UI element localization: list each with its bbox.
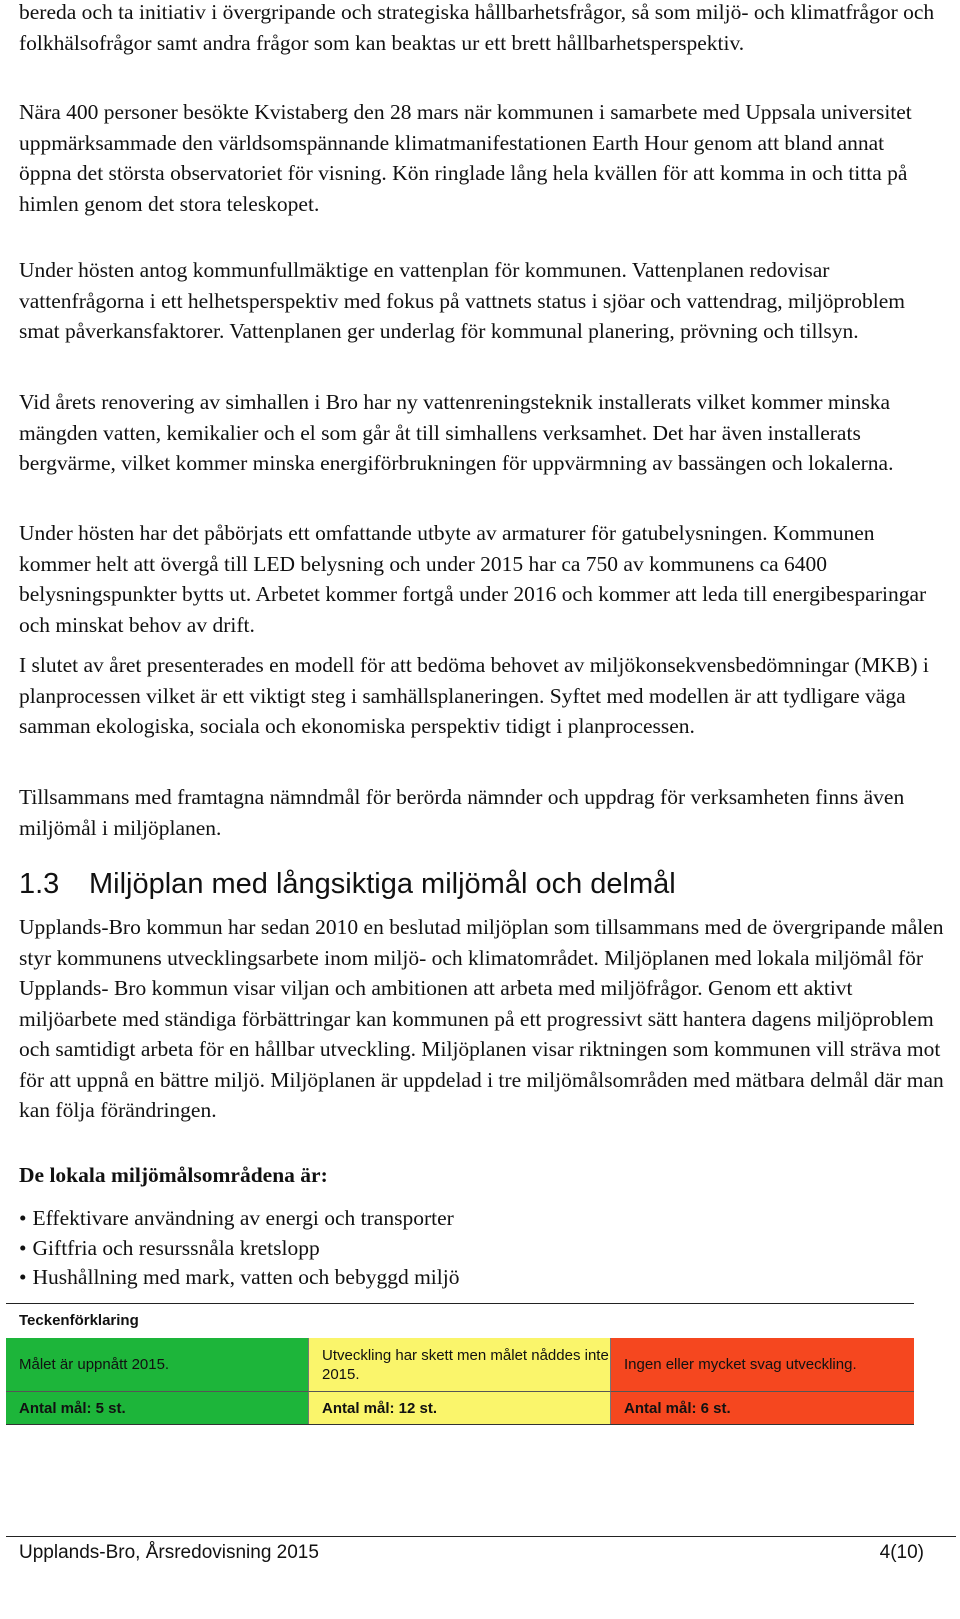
list-item: • Giftfria och resurssnåla kretslopp xyxy=(19,1234,459,1264)
legend-progress-description: Utveckling har skett men målet nåddes inte 2015. xyxy=(308,1338,610,1391)
legend-title: Teckenförklaring xyxy=(19,1312,139,1329)
section-heading xyxy=(19,866,676,902)
paragraph-hallbarhet: bereda och ta initiativ i övergripande och strategiska hållbarhetsfrågor, så som miljö- och klimatfrågor och folkhälsofrågor samt andra frågor som kan beaktas ur ett brett hållbarhetsperspektiv. xyxy=(19,0,935,55)
paragraph-simhallen: Vid årets renovering av simhallen i Bro har ny vattenreningsteknik installerats vilket kommer minska mängden vatten, kemikalier och el som går åt till simhallens verksamhet. Det har även installerats bergvärme, vilket kommer minska energiförbrukningen för uppvärmning av bassängen och lokalerna. xyxy=(19,390,894,475)
paragraph-vattenplan: Under hösten antog kommunfullmäktige en vattenplan för kommunen. Vattenplanen redovisar vattenfrågorna i ett helhetsperspektiv med fokus på vattnets status i sjöar och vattendrag, miljöproblem smat påverkansfaktorer. Vattenplanen ger underlag för kommunal planering, prövning och tillsyn. xyxy=(19,258,906,343)
legend-none-description: Ingen eller mycket svag utveckling. xyxy=(610,1338,914,1391)
paragraph-gatubelysning: Under hösten har det påbörjats ett omfattande utbyte av armaturer för gatubelysningen. Kommunen kommer helt att övergå till LED belysning och under 2015 har ca 750 av kommunens ca 6400 belysningspunkter bytts ut. Arbetet kommer fortgå under 2016 och kommer att leda till energibesparingar och minskat behov av drift. xyxy=(19,521,927,637)
footer-page-number: 4(10) xyxy=(879,1542,924,1563)
legend-table xyxy=(6,1338,914,1425)
list-item: • Effektivare användning av energi och transporter xyxy=(19,1204,459,1234)
footer-rule xyxy=(6,1536,956,1537)
footer-document-title: Upplands-Bro, Årsredovisning 2015 xyxy=(19,1542,319,1563)
legend-none-count: Antal mål: 6 st. xyxy=(610,1391,914,1424)
section-number: 1.3 xyxy=(19,868,60,900)
section-subheading: De lokala miljömålsområdena är: xyxy=(19,1163,328,1187)
legend-progress-count: Antal mål: 12 st. xyxy=(308,1391,610,1424)
section-title: Miljöplan med långsiktiga miljömål och delmål xyxy=(89,868,676,900)
goal-area-list xyxy=(19,1204,459,1293)
paragraph-earth-hour: Nära 400 personer besökte Kvistaberg den 28 mars när kommunen i samarbete med Uppsala universitet uppmärksammade den världsomspännande klimatmanifestationen Earth Hour genom att bland annat öppna det största observatoriet för visning. Kön ringlade lång hela kvällen för att komma in och titta på himlen genom det stora teleskopet. xyxy=(19,100,912,216)
legend-achieved-count: Antal mål: 5 st. xyxy=(6,1391,308,1424)
section-intro: Upplands-Bro kommun har sedan 2010 en beslutad miljöplan som tillsammans med de övergripande målen styr kommunens utvecklingsarbete inom miljö- och klimatområdet. Miljöplanen med lokala miljömål för Upplands- Bro kommun visar viljan och ambitionen att arbeta med miljöfrågor. Genom ett aktivt miljöarbete med ständiga förbättringar kan kommunen på ett progressivt sätt hantera dagens miljöproblem och samtidigt arbeta för en hållbar utveckling. Miljöplanen visar riktningen som kommunen vill sträva mot för att uppnå en bättre miljö. Miljöplanen är uppdelad i tre miljömålsområden med mätbara delmål där man kan följa förändringen. xyxy=(19,915,944,1122)
list-item: • Hushållning med mark, vatten och bebyggd miljö xyxy=(19,1263,459,1293)
paragraph-mkb: I slutet av året presenterades en modell för att bedöma behovet av miljökonsekvensbedömningar (MKB) i planprocessen vilket är ett viktigt steg i samhällsplaneringen. Syftet med modellen är att tydligare väga samman ekologiska, sociala och ekonomiska perspektiv tidigt i planprocessen. xyxy=(19,653,929,738)
legend-top-rule xyxy=(6,1303,914,1304)
legend-achieved-description: Målet är uppnått 2015. xyxy=(6,1338,308,1391)
paragraph-miljomal: Tillsammans med framtagna nämndmål för berörda nämnder och uppdrag för verksamheten finns även miljömål i miljöplanen. xyxy=(19,785,905,840)
